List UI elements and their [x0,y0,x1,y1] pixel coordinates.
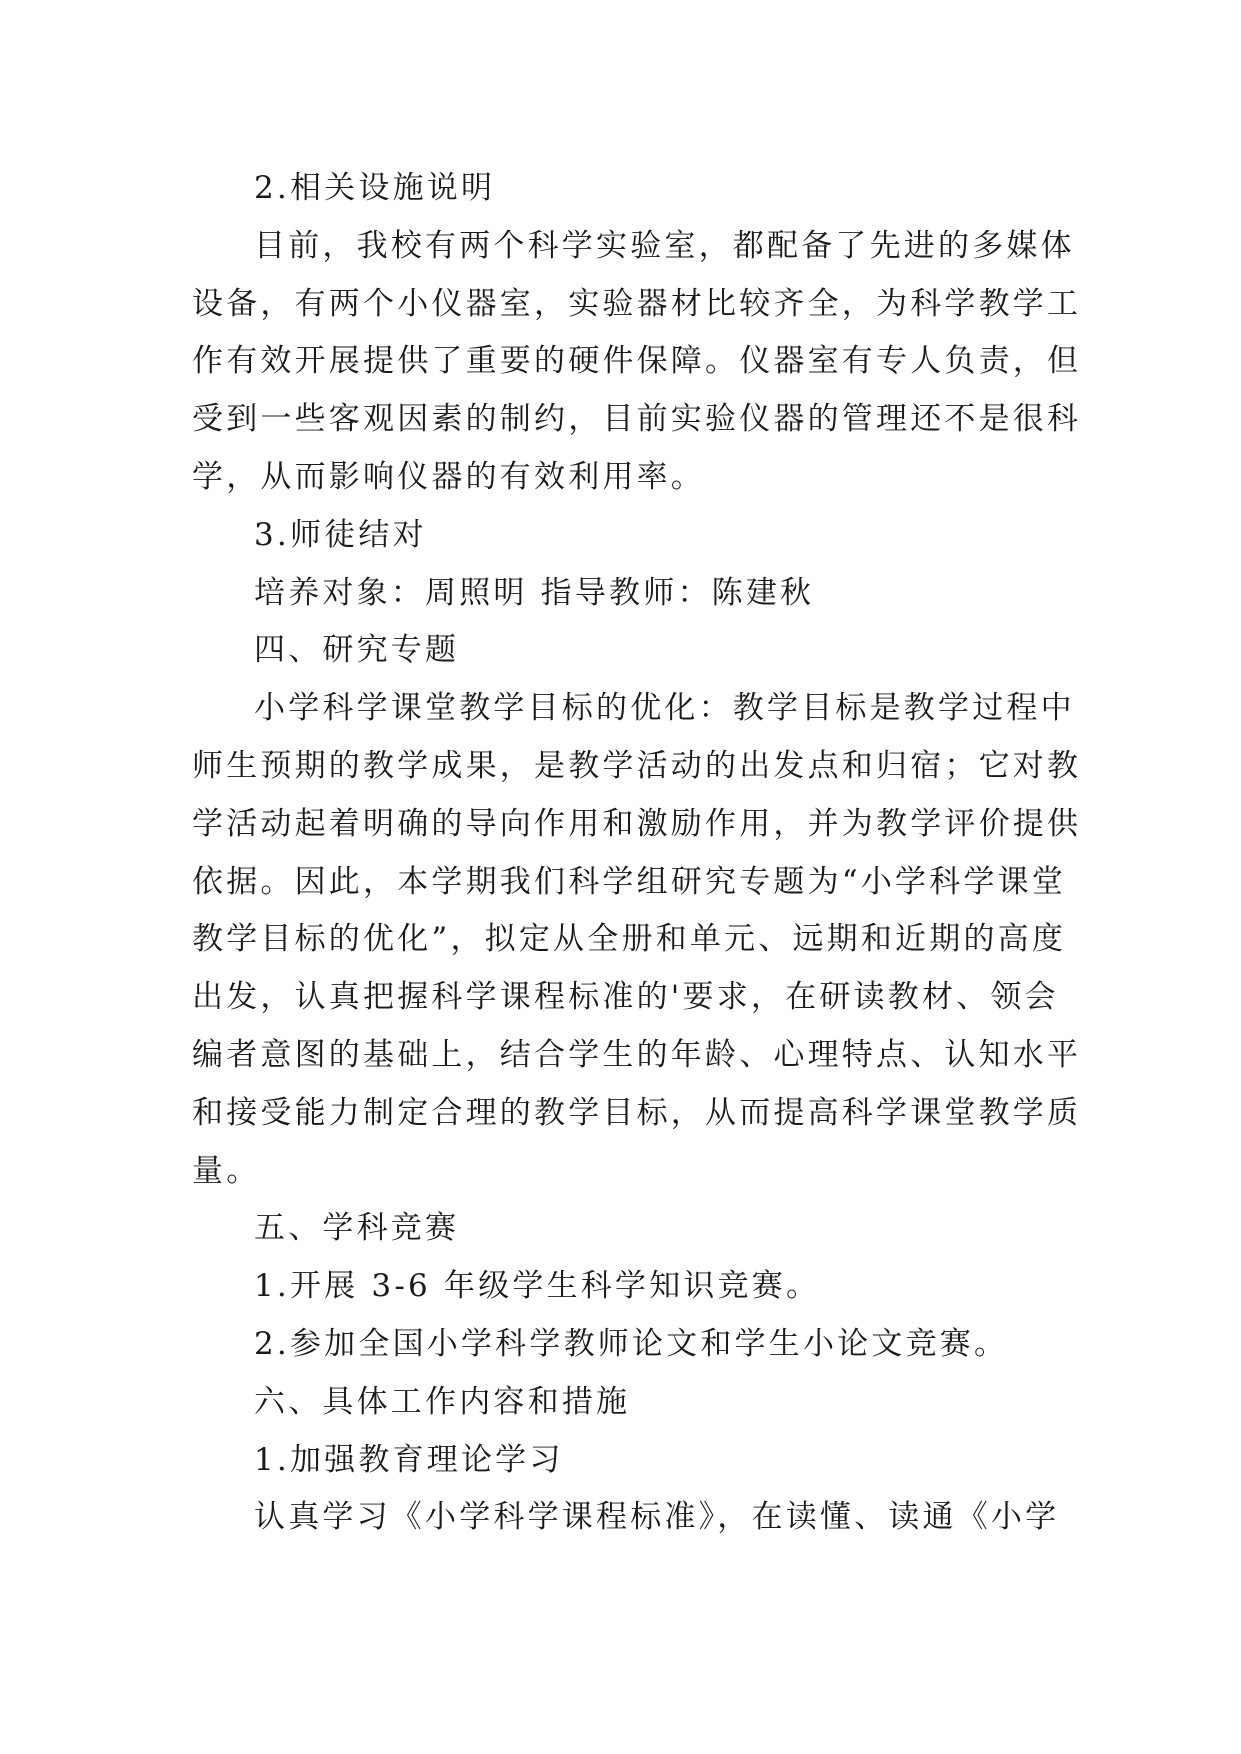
paragraph-line: 和接受能力制定合理的教学目标，从而提高科学课堂教学质 [192,1094,1082,1131]
paragraph-line: 依据。因此，本学期我们科学组研究专题为“小学科学课堂 [192,863,1067,900]
subheading-facilities: 2.相关设施说明 [254,170,496,206]
paragraph-line: 学，从而影响仪器的有效利用率。 [192,458,705,495]
paragraph-line: 培养对象：周照明 指导教师：陈建秋 [254,574,815,611]
paragraph-line: 教学目标的优化”，拟定从全册和单元、远期和近期的高度 [192,921,1067,958]
list-item: 2.参加全国小学科学教师论文和学生小论文竞赛。 [254,1325,1009,1362]
paragraph-line: 师生预期的教学成果，是教学活动的出发点和归宿；它对教 [192,747,1082,784]
paragraph-line: 认真学习《小学科学课程标准》，在读懂、读通《小学 [254,1499,1060,1536]
paragraph-line: 出发，认真把握科学课程标准的'要求，在研读教材、领会 [192,979,1059,1016]
paragraph-line: 作有效开展提供了重要的硬件保障。仪器室有专人负责，但 [192,343,1082,380]
section-heading-competition: 五、学科竞赛 [254,1210,460,1247]
paragraph-line: 量。 [192,1152,261,1189]
list-item: 1.开展 3-6 年级学生科学知识竞赛。 [254,1268,821,1305]
subheading-theory-study: 1.加强教育理论学习 [254,1441,564,1478]
paragraph-line: 目前，我校有两个科学实验室，都配备了先进的多媒体 [254,227,1075,264]
paragraph-line: 编者意图的基础上，结合学生的年龄、心理特点、认知水平 [192,1036,1082,1073]
paragraph-line: 设备，有两个小仪器室，实验器材比较齐全，为科学教学工 [192,285,1082,322]
paragraph-line: 学活动起着明确的导向作用和激励作用，并为教学评价提供 [192,805,1082,842]
paragraph-line: 小学科学课堂教学目标的优化：教学目标是教学过程中 [254,690,1075,727]
document-body [192,160,1082,1547]
section-heading-research: 四、研究专题 [254,632,460,669]
section-heading-measures: 六、具体工作内容和措施 [254,1383,631,1420]
subheading-mentoring: 3.师徒结对 [254,516,427,553]
paragraph-line: 受到一些客观因素的制约，目前实验仪器的管理还不是很科 [192,401,1082,438]
